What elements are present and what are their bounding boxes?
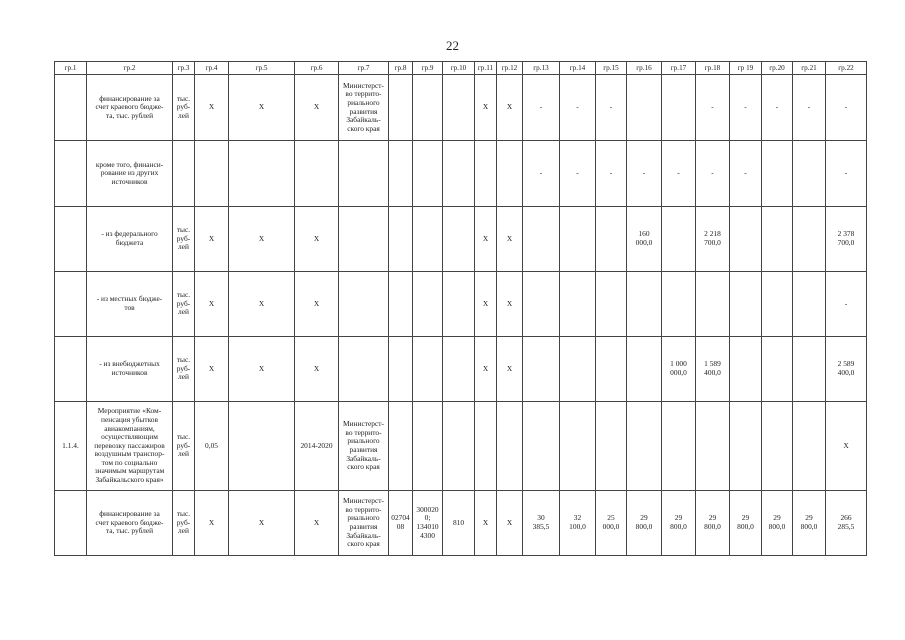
- table-cell: [413, 207, 443, 272]
- table-cell: [443, 402, 475, 491]
- table-cell: [730, 272, 762, 337]
- column-header: гр.20: [762, 62, 793, 75]
- table-cell: [173, 141, 195, 207]
- column-header: гр.6: [295, 62, 339, 75]
- table-cell: -: [523, 141, 560, 207]
- table-cell: тыс. руб- лей: [173, 337, 195, 402]
- table-row: [55, 207, 867, 272]
- table-cell: [55, 207, 87, 272]
- table-cell: X: [295, 491, 339, 556]
- table-cell: [475, 402, 497, 491]
- table-cell: финансирование за счет краевого бюдже- та, тыс. рублей: [87, 491, 173, 556]
- table-cell: -: [826, 272, 867, 337]
- column-header: гр.13: [523, 62, 560, 75]
- table-cell: [55, 272, 87, 337]
- table-cell: -: [826, 75, 867, 141]
- column-header: гр.8: [389, 62, 413, 75]
- column-header: гр.11: [475, 62, 497, 75]
- table-cell: [523, 402, 560, 491]
- table-cell: [662, 75, 696, 141]
- table-cell: [560, 337, 596, 402]
- table-cell: 29 800,0: [696, 491, 730, 556]
- table-cell: [229, 141, 295, 207]
- table-cell: - из внебюджетных источников: [87, 337, 173, 402]
- table-row: [55, 75, 867, 141]
- column-header: гр.10: [443, 62, 475, 75]
- table-cell: [560, 207, 596, 272]
- table-cell: [413, 272, 443, 337]
- table-cell: [596, 207, 627, 272]
- table-cell: тыс. руб- лей: [173, 402, 195, 491]
- table-cell: X: [475, 75, 497, 141]
- table-cell: [793, 402, 826, 491]
- table-cell: [443, 75, 475, 141]
- table-cell: [55, 141, 87, 207]
- table-cell: -: [596, 141, 627, 207]
- table-cell: [730, 337, 762, 402]
- table-cell: [443, 141, 475, 207]
- table-cell: [389, 402, 413, 491]
- table-cell: -: [730, 141, 762, 207]
- table-cell: 29 800,0: [793, 491, 826, 556]
- column-header: гр.5: [229, 62, 295, 75]
- table-cell: 160 000,0: [627, 207, 662, 272]
- table-cell: [339, 337, 389, 402]
- table-cell: [389, 75, 413, 141]
- table-cell: X: [229, 337, 295, 402]
- table-cell: 810: [443, 491, 475, 556]
- column-header: гр.15: [596, 62, 627, 75]
- table-cell: -: [596, 75, 627, 141]
- table-cell: X: [475, 491, 497, 556]
- table-cell: [497, 402, 523, 491]
- table-row: [55, 337, 867, 402]
- table-cell: [596, 272, 627, 337]
- table-cell: [475, 141, 497, 207]
- table-cell: 2 589 400,0: [826, 337, 867, 402]
- table-cell: - из федерального бюджета: [87, 207, 173, 272]
- table-cell: [627, 402, 662, 491]
- table-cell: [413, 402, 443, 491]
- table-cell: X: [497, 491, 523, 556]
- table-cell: 25 000,0: [596, 491, 627, 556]
- table-cell: X: [195, 75, 229, 141]
- table-cell: X: [295, 337, 339, 402]
- table-cell: 02704 08: [389, 491, 413, 556]
- table-cell: [730, 207, 762, 272]
- table-cell: [55, 337, 87, 402]
- page-number: 22: [446, 38, 459, 53]
- table-cell: [389, 207, 413, 272]
- column-header: гр 19: [730, 62, 762, 75]
- table-cell: [55, 75, 87, 141]
- table-cell: [762, 272, 793, 337]
- table-cell: 2014-2020: [295, 402, 339, 491]
- table-cell: -: [762, 75, 793, 141]
- table-cell: [389, 141, 413, 207]
- table-cell: [413, 141, 443, 207]
- column-header: гр.18: [696, 62, 730, 75]
- table-cell: -: [523, 75, 560, 141]
- table-cell: [195, 141, 229, 207]
- table-cell: [560, 272, 596, 337]
- table-cell: [762, 141, 793, 207]
- table-cell: [413, 75, 443, 141]
- table-cell: X: [475, 272, 497, 337]
- table-cell: X: [497, 337, 523, 402]
- table-cell: [389, 272, 413, 337]
- table-cell: -: [560, 141, 596, 207]
- table-cell: 29 800,0: [662, 491, 696, 556]
- table-cell: -: [662, 141, 696, 207]
- table-cell: [627, 337, 662, 402]
- table-cell: 1 589 400,0: [696, 337, 730, 402]
- table-cell: Министерст- во террито- риального развития Забайкаль- ского края: [339, 491, 389, 556]
- table-row: [55, 141, 867, 207]
- table-row: [55, 402, 867, 491]
- table-cell: X: [475, 337, 497, 402]
- table-cell: [627, 75, 662, 141]
- table-cell: [793, 207, 826, 272]
- table-cell: X: [229, 491, 295, 556]
- table-cell: X: [497, 272, 523, 337]
- table-cell: X: [295, 207, 339, 272]
- column-header: гр.1: [55, 62, 87, 75]
- table-cell: 2 378 700,0: [826, 207, 867, 272]
- column-header: гр.3: [173, 62, 195, 75]
- table-cell: [443, 207, 475, 272]
- table-cell: [339, 207, 389, 272]
- table-cell: [662, 402, 696, 491]
- table-cell: -: [627, 141, 662, 207]
- column-header: гр.12: [497, 62, 523, 75]
- table-cell: [523, 337, 560, 402]
- table-cell: [497, 141, 523, 207]
- table-cell: [389, 337, 413, 402]
- table-cell: финансирование за счет краевого бюдже- та, тыс. рублей: [87, 75, 173, 141]
- table-cell: [443, 272, 475, 337]
- table-cell: [762, 402, 793, 491]
- table-cell: X: [229, 272, 295, 337]
- table-cell: [730, 402, 762, 491]
- table-cell: 2 218 700,0: [696, 207, 730, 272]
- table-cell: -: [793, 75, 826, 141]
- table-cell: [793, 272, 826, 337]
- table-cell: X: [826, 402, 867, 491]
- table-cell: тыс. руб- лей: [173, 272, 195, 337]
- table-cell: [662, 272, 696, 337]
- column-header: гр.14: [560, 62, 596, 75]
- table-cell: кроме того, финанси- рование из других источников: [87, 141, 173, 207]
- table-cell: X: [229, 75, 295, 141]
- column-header: гр.7: [339, 62, 389, 75]
- table-cell: -: [826, 141, 867, 207]
- table-cell: [596, 402, 627, 491]
- table-cell: 32 100,0: [560, 491, 596, 556]
- table-cell: тыс. руб- лей: [173, 207, 195, 272]
- table-cell: - из местных бюдже- тов: [87, 272, 173, 337]
- header-row: [55, 62, 867, 75]
- table-cell: [696, 272, 730, 337]
- table-cell: X: [195, 272, 229, 337]
- table-cell: X: [295, 75, 339, 141]
- table-cell: [793, 337, 826, 402]
- table-cell: [793, 141, 826, 207]
- table-cell: [762, 207, 793, 272]
- column-header: гр.2: [87, 62, 173, 75]
- table-cell: 29 800,0: [730, 491, 762, 556]
- table-cell: X: [475, 207, 497, 272]
- column-header: гр.21: [793, 62, 826, 75]
- table-cell: [662, 207, 696, 272]
- table-cell: 1.1.4.: [55, 402, 87, 491]
- table-cell: -: [560, 75, 596, 141]
- table-cell: 29 800,0: [762, 491, 793, 556]
- table-cell: [560, 402, 596, 491]
- table-cell: X: [229, 207, 295, 272]
- column-header: гр.4: [195, 62, 229, 75]
- table-cell: X: [195, 337, 229, 402]
- table-cell: Мероприятие «Ком- пенсация убытков авиакомпаниям, осуществляющим перевозку пассажиров воздушным транспор- том по социально значимым маршрутам Забайкальского края»: [87, 402, 173, 491]
- column-header: гр.9: [413, 62, 443, 75]
- table-cell: X: [497, 75, 523, 141]
- table-cell: Министерст- во террито- риального развития Забайкаль- ского края: [339, 75, 389, 141]
- table-cell: [523, 207, 560, 272]
- table-cell: [413, 337, 443, 402]
- table-cell: 266 285,5: [826, 491, 867, 556]
- table-cell: [339, 141, 389, 207]
- table-cell: [696, 402, 730, 491]
- table-cell: 300020 0; 134010 4300: [413, 491, 443, 556]
- table-cell: [523, 272, 560, 337]
- table-cell: -: [696, 75, 730, 141]
- column-header: гр.22: [826, 62, 867, 75]
- table-cell: X: [497, 207, 523, 272]
- table-cell: [229, 402, 295, 491]
- table-cell: [339, 272, 389, 337]
- table-cell: X: [195, 491, 229, 556]
- table-cell: [55, 491, 87, 556]
- table-cell: 30 385,5: [523, 491, 560, 556]
- table-cell: X: [195, 207, 229, 272]
- column-header: гр.17: [662, 62, 696, 75]
- table-cell: X: [295, 272, 339, 337]
- table-cell: [295, 141, 339, 207]
- table-cell: [443, 337, 475, 402]
- table-cell: [627, 272, 662, 337]
- column-header: гр.16: [627, 62, 662, 75]
- table-cell: 1 000 000,0: [662, 337, 696, 402]
- table-row: [55, 272, 867, 337]
- table-cell: [596, 337, 627, 402]
- table-cell: -: [730, 75, 762, 141]
- table-cell: 29 800,0: [627, 491, 662, 556]
- table-row: [55, 491, 867, 556]
- table-cell: тыс. руб- лей: [173, 75, 195, 141]
- table-cell: тыс. руб- лей: [173, 491, 195, 556]
- table-cell: Министерст- во террито- риального развития Забайкаль- ского края: [339, 402, 389, 491]
- table-cell: 0,05: [195, 402, 229, 491]
- table-cell: [762, 337, 793, 402]
- program-table: [54, 61, 867, 556]
- table-cell: -: [696, 141, 730, 207]
